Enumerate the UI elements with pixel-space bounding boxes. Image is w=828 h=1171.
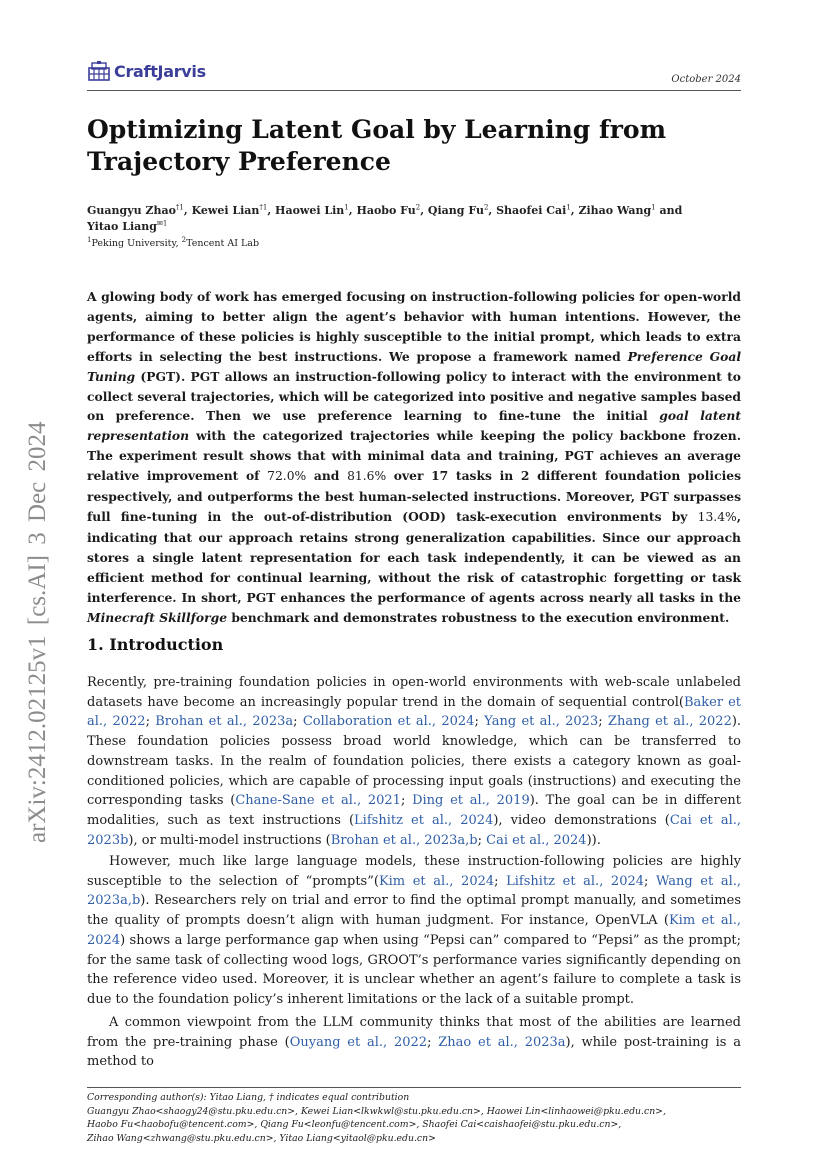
author-name: Shaofei Cai: [496, 204, 567, 217]
citation-link[interactable]: Cai et al., 2024: [486, 832, 587, 848]
body-text-run: ;: [427, 1034, 439, 1050]
footnote-corresponding: Corresponding author(s): Yitao Liang, † indicates equal contribution: [87, 1092, 410, 1103]
author-affiliation-mark: †1: [259, 203, 268, 212]
author-list: [87, 203, 687, 235]
footnote-emails-1: Guangyu Zhao<shaogy24@stu.pku.edu.cn>, Kewei Lian<lkwkwl@stu.pku.edu.cn>, Haowei Lin<linhaowei@pku.edu.cn>,: [87, 1105, 666, 1117]
citation-link[interactable]: Lifshitz et al., 2024: [506, 873, 645, 889]
author-name: Haowei Lin: [275, 204, 345, 217]
citation-link[interactable]: Zhao et al., 2023a: [438, 1034, 566, 1050]
body-text-run: ), while post-training is a method to: [87, 1034, 741, 1070]
body-text-run: Recently, pre-training foundation policies in open-world environments with web-scale unlabeled datasets have become an increasingly popular trend in the domain of sequential control(: [87, 675, 741, 710]
abstract-stat-1: 72.0%: [267, 469, 307, 484]
author-affiliation-mark: 2: [415, 203, 421, 212]
intro-paragraph-1: [87, 673, 741, 850]
citation-link[interactable]: Kim et al., 2024: [378, 873, 495, 889]
citation-link[interactable]: Ding et al., 2019: [412, 793, 530, 809]
citation-link[interactable]: Cai et al., 2023b: [87, 812, 742, 848]
affil-2: Tencent AI Lab: [186, 238, 260, 249]
citation-link[interactable]: Kim et al., 2024: [87, 913, 741, 948]
citation-link[interactable]: Chane-Sane et al., 2021: [235, 793, 401, 809]
body-text-run: However, much like large language models, these instruction-following policies are highly susceptible to the selection of “prompts”(: [87, 854, 741, 889]
citation-link[interactable]: Brohan et al., 2023a: [155, 714, 294, 730]
intro-paragraph-3: [87, 1013, 741, 1072]
body-text-run: ), or multi-model instructions (: [128, 832, 331, 848]
body-text-run: ;: [494, 873, 507, 889]
citation-link[interactable]: Wang et al., 2023a,b: [87, 873, 741, 909]
body-text-run: )).: [586, 832, 601, 848]
author-name: Zihao Wang: [578, 204, 652, 217]
body-text-run: ;: [477, 832, 487, 848]
citation-link[interactable]: Ouyang et al., 2022: [289, 1034, 428, 1050]
citation-link[interactable]: Baker et al., 2022: [87, 694, 742, 730]
body-text-run: ). These foundation policies possess broad world knowledge, which can be transferred to downstream tasks. In the realm of foundation policies, there exists a category known as goal-conditioned policies, which are capable of processing input goals (instructions) and executing the corresponding tasks (: [87, 714, 742, 809]
author-separator: ,: [267, 204, 276, 217]
affil-sup-1: 1: [87, 235, 92, 244]
abstract-emph-pgt: Preference Goal Tuning: [87, 348, 742, 384]
author-affiliation-mark: 1: [566, 203, 571, 212]
author-separator: ,: [488, 204, 497, 217]
author-separator: and: [655, 204, 683, 217]
body-text-run: ), video demonstrations (: [493, 812, 670, 828]
body-text-run: ). Researchers rely on trial and error to find the optimal prompt manually, and sometimes the quality of prompts doesn’t align with human judgment. For instance, OpenVLA (: [87, 893, 741, 929]
author-name: Qiang Fu: [427, 204, 484, 217]
author-affiliation-mark: 2: [483, 203, 489, 212]
abstract-emph-goal-latent: goal latent representation: [87, 408, 742, 444]
body-text-run: ). The goal can be in different modalities, such as text instructions (: [87, 793, 741, 828]
body-text-run: A common viewpoint from the LLM community thinks that most of the abilities are learned from the pre-training phase (: [87, 1015, 741, 1050]
affiliations: [87, 235, 260, 249]
arxiv-identifier: arXiv:2412.02125v1 [cs.AI] 3 Dec 2024: [24, 421, 51, 843]
body-text-run: ;: [293, 714, 303, 730]
author-affiliation-mark: †1: [175, 203, 184, 212]
body-text-run: ;: [400, 793, 413, 809]
footnote-emails-2: Haobo Fu<haobofu@tencent.com>, Qiang Fu<leonfu@tencent.com>, Shaofei Cai<caishaofei@stu.pku.edu.cn>,: [87, 1119, 622, 1130]
author-name: Kewei Lian: [191, 204, 260, 217]
section-heading-introduction: 1. Introduction: [87, 635, 224, 654]
arxiv-stamp: [20, 378, 56, 843]
citation-link[interactable]: Zhang et al., 2022: [607, 714, 732, 730]
body-text-run: ;: [474, 714, 485, 730]
abstract-emph-benchmark: Minecraft Skillforge: [87, 609, 228, 625]
footnotes: [87, 1091, 747, 1145]
affil-1: Peking University,: [91, 238, 182, 249]
publication-date: October 2024: [671, 74, 741, 85]
author-name: Haobo Fu: [356, 204, 416, 217]
body-text-run: ;: [145, 714, 156, 730]
citation-link[interactable]: Yang et al., 2023: [484, 714, 599, 730]
paper-title: Optimizing Latent Goal by Learning from Trajectory Preference: [87, 115, 667, 176]
craftjarvis-logo: [87, 60, 206, 82]
header-rule: [87, 90, 741, 91]
ice-block-logo-icon: [87, 60, 111, 82]
citation-link[interactable]: Brohan et al., 2023a,b: [330, 832, 478, 848]
author-separator: ,: [183, 204, 192, 217]
author-affiliation-mark: 1: [651, 203, 656, 212]
body-text-run: ;: [644, 873, 657, 889]
author-affiliation-mark: ✉1: [156, 219, 168, 228]
author-separator: ,: [420, 204, 428, 217]
author-name: Guangyu Zhao: [87, 204, 176, 217]
author-separator: ,: [570, 204, 579, 217]
body-text-run: ;: [598, 714, 608, 730]
abstract-stat-2: 81.6%: [347, 469, 387, 484]
abstract-stat-3: 13.4%: [697, 509, 737, 524]
author-affiliation-mark: 1: [344, 203, 349, 212]
footnote-emails-3: Zihao Wang<zhwang@stu.pku.edu.cn>, Yitao Liang<yitaol@pku.edu.cn>: [87, 1132, 436, 1144]
affil-sup-2: 2: [181, 235, 187, 244]
citation-link[interactable]: Collaboration et al., 2024: [302, 714, 475, 730]
footnote-rule: [87, 1087, 741, 1088]
logo-text: CraftJarvis: [114, 61, 206, 81]
abstract: A glowing body of work has emerged focusing on instruction-following policies for open-world agents, aiming to better align the agent’s behavior with human intentions. However, the performance of these policies is highly susceptible to the initial prompt, which leads to extra efforts in selecting the best instructions. We propose a framework named Preference Goal Tuning (PGT). PGT allows an instruction-following policy to interact with the environment to collect several trajectories, which will be categorized into positive and negative samples based on preference. Then we use preference learning to fine-tune the initial goal latent representation with the categorized trajectories while keeping the policy backbone frozen. The experiment result shows that with minimal data and training, PGT achieves an average relative improvement of 72.0% and 81.6% over 17 tasks in 2 different foundation policies respectively, and outperforms the best human-selected instructions. Moreover, PGT surpasses full fine-tuning in the out-of-distribution (OOD) task-execution environments by 13.4%, indicating that our approach retains strong generalization capabilities. Since our approach stores a single latent representation for each task independently, it can be viewed as an efficient method for continual learning, without the risk of catastrophic forgetting or task interference. In short, PGT enhances the performance of agents across nearly all tasks in the Minecraft Skillforge benchmark and demonstrates robustness to the execution environment.: [87, 289, 742, 625]
author-name: Yitao Liang: [87, 220, 157, 233]
intro-paragraph-2: [87, 852, 741, 1010]
author-separator: ,: [348, 204, 357, 217]
body-text-run: ) shows a large performance gap when using “Pepsi can” compared to “Pepsi” as the prompt; for the same task of collecting wood logs, GROOT’s performance varies significantly depending on the reference video used. Moreover, it is unclear whether an agent’s failure to complete a task is due to the foundation policy’s inherent limitations or the lack of a suitable prompt.: [87, 932, 741, 1007]
citation-link[interactable]: Lifshitz et al., 2024: [354, 812, 494, 828]
